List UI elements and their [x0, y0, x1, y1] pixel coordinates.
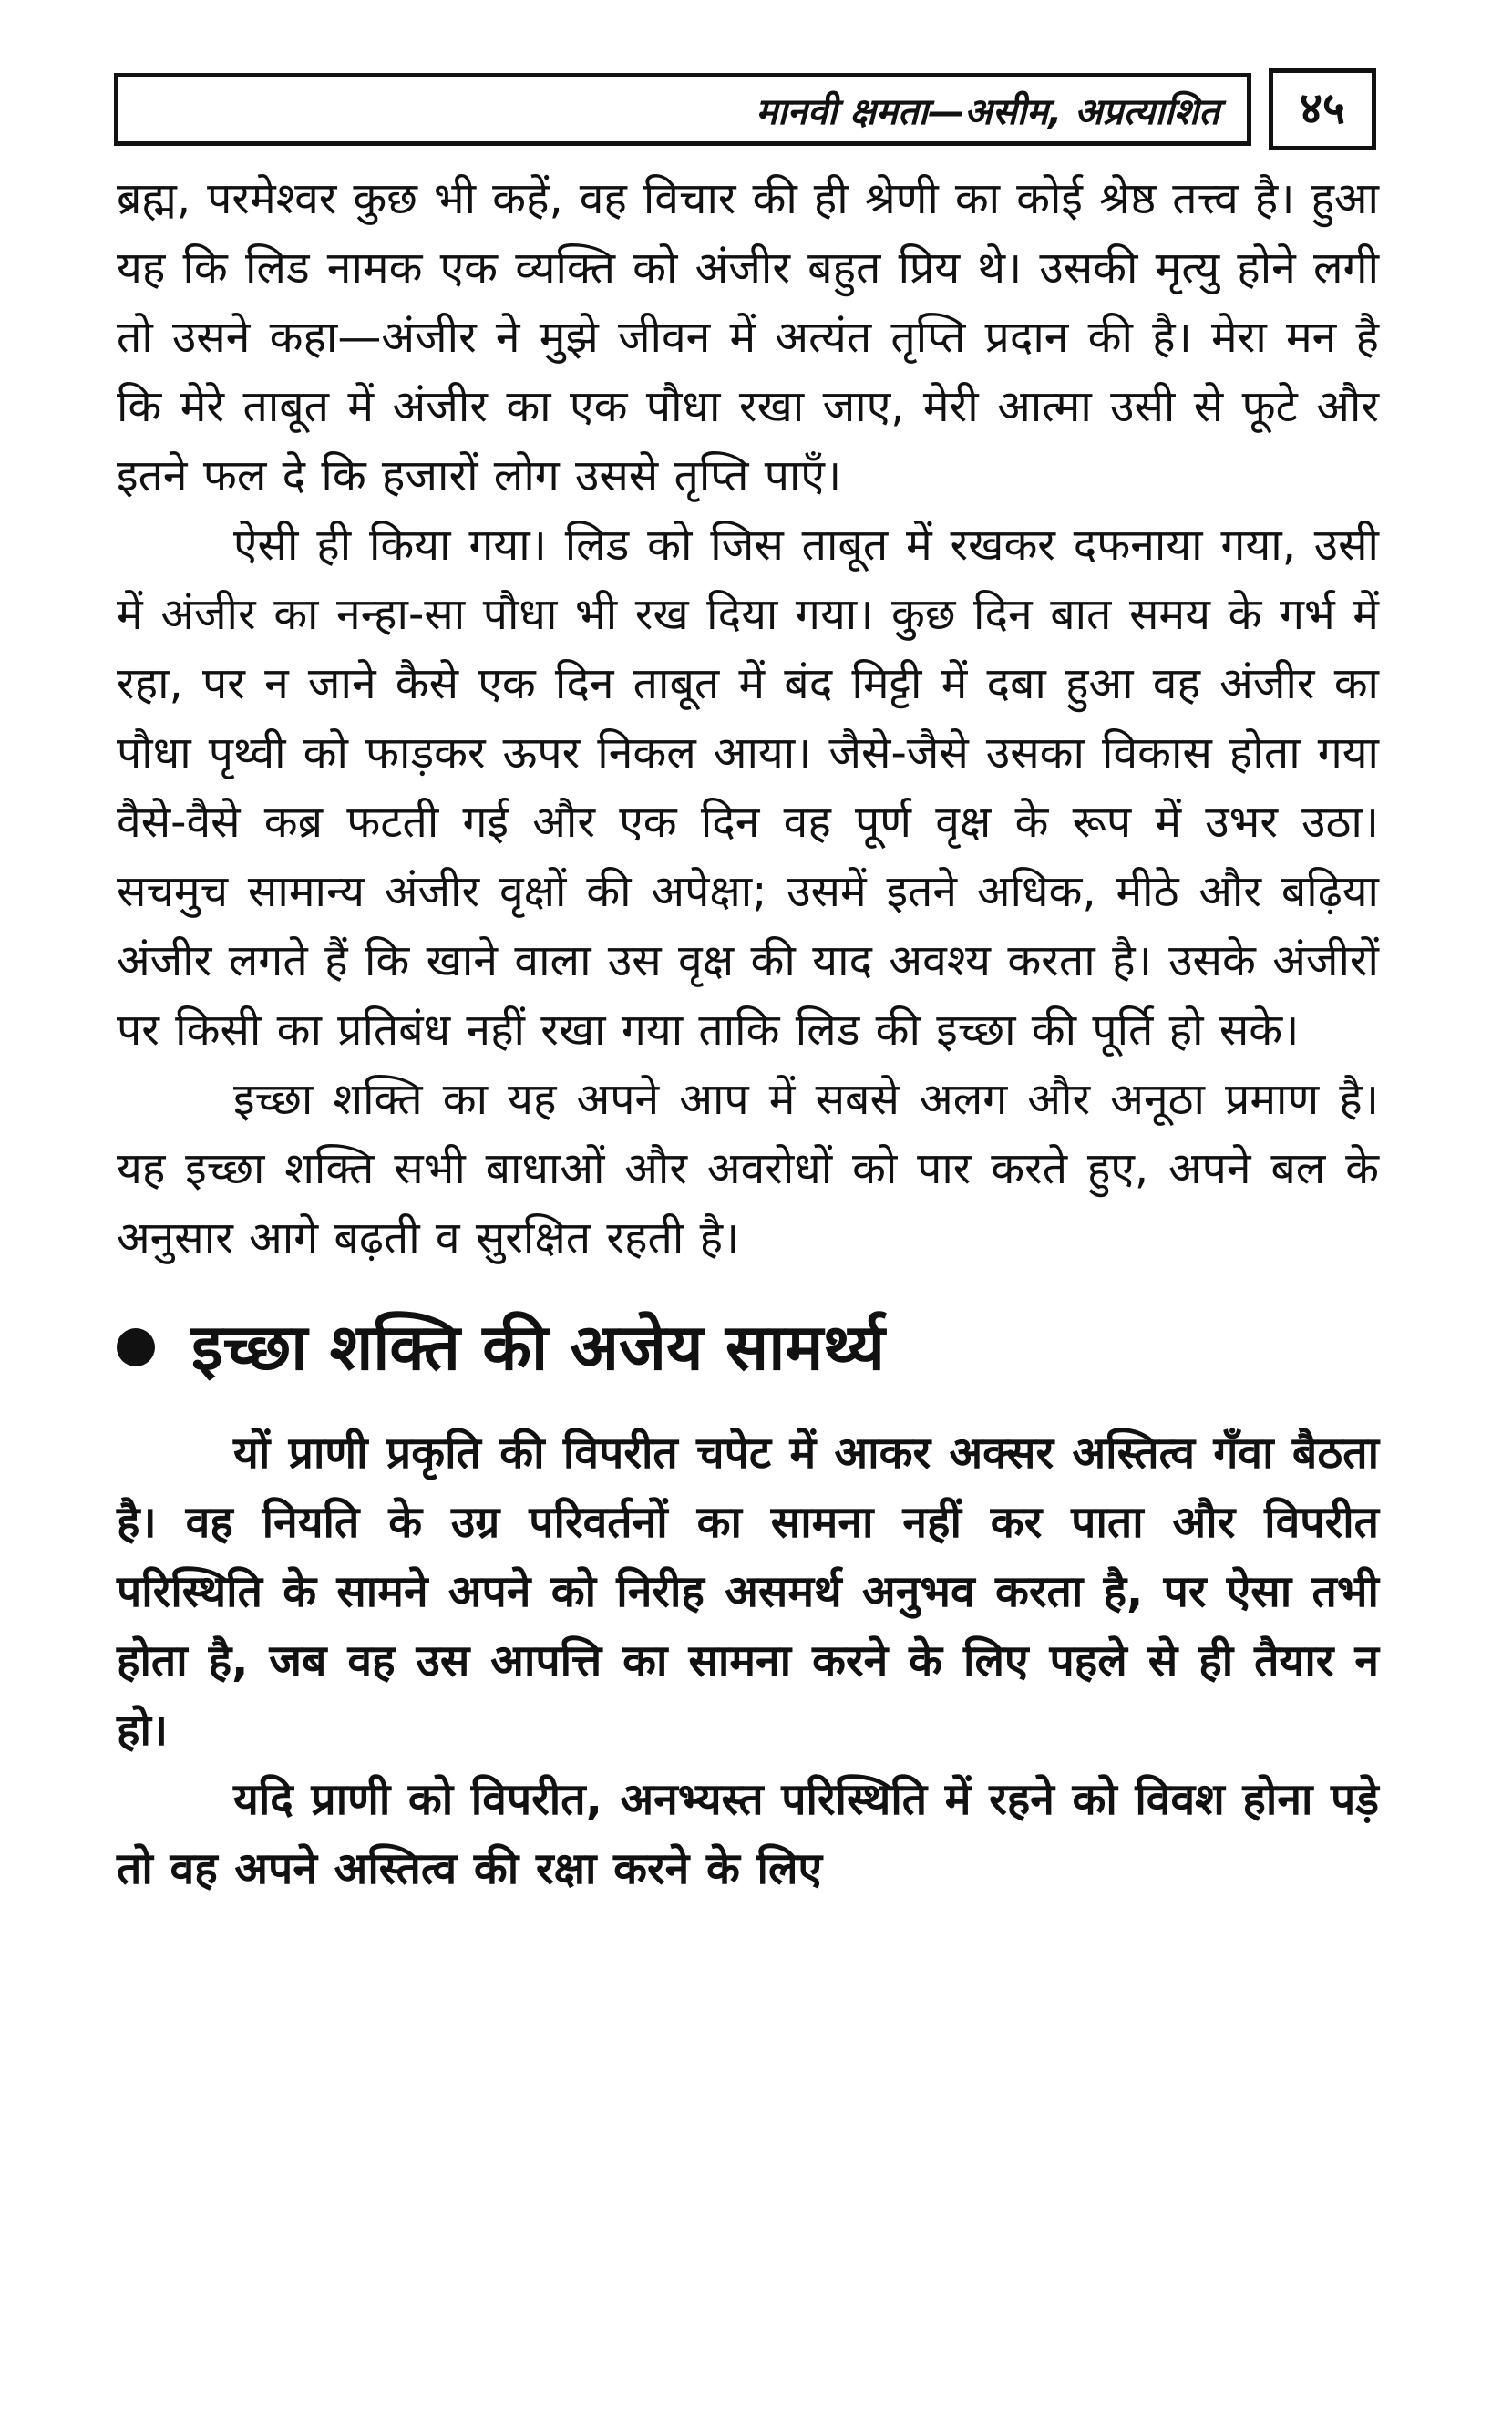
- paragraph: ब्रह्म, परमेश्वर कुछ भी कहें, वह विचार की ही श्रेणी का कोई श्रेष्ठ तत्त्व है। हुआ यह कि लिड नामक एक व्यक्ति को अंजीर बहुत प्रिय थे। उसकी मृत्यु होने लगी तो उसने कहा—अंजीर ने मुझे जीवन में अत्यंत तृप्ति प्रदान की है। मेरा मन है कि मेरे ताबूत में अंजीर का एक पौधा रखा जाए, मेरी आत्मा उसी से फूटे और इतने फल दे कि हजारों लोग उससे तृप्ति पाएँ।: [117, 173, 1379, 501]
- page-number: ४५: [1300, 83, 1345, 134]
- paragraph: यों प्राणी प्रकृति की विपरीत चपेट में आकर अक्सर अस्तित्व गँवा बैठता है। वह नियति के उग्र परिवर्तनों का सामना नहीं कर पाता और विपरीत परिस्थिति के सामने अपने को निरीह असमर्थ अनुभव करता है, पर ऐसा तभी होता है, जब वह उस आपत्ति का सामना करने के लिए पहले से ही तैयार न हो।: [117, 1428, 1379, 1756]
- section-heading-text: इच्छा शक्ति की अजेय सामर्थ्य: [191, 1310, 885, 1385]
- page-number-box: [1269, 68, 1376, 150]
- running-header-title: मानवी क्षमता—असीम, अप्रत्याशित: [756, 91, 1219, 133]
- paragraph: यदि प्राणी को विपरीत, अनभ्यस्त परिस्थिति में रहने को विवश होना पड़े तो वह अपने अस्तित्व की रक्षा करने के लिए: [117, 1774, 1379, 1894]
- section-heading: [117, 1302, 1379, 1393]
- bullet-icon: [117, 1328, 155, 1366]
- running-header: [114, 73, 1251, 146]
- paragraph: इच्छा शक्ति का यह अपने आप में सबसे अलग और अनूठा प्रमाण है। यह इच्छा शक्ति सभी बाधाओं और अवरोधों को पार करते हुए, अपने बल के अनुसार आगे बढ़ती व सुरक्षित रहती है।: [117, 1074, 1379, 1263]
- paragraph: ऐसी ही किया गया। लिड को जिस ताबूत में रखकर दफनाया गया, उसी में अंजीर का नन्हा-सा पौधा भी रख दिया गया। कुछ दिन बात समय के गर्भ में रहा, पर न जाने कैसे एक दिन ताबूत में बंद मिट्टी में दबा हुआ वह अंजीर का पौधा पृथ्वी को फाड़कर ऊपर निकल आया। जैसे-जैसे उसका विकास होता गया वैसे-वैसे कब्र फटती गई और एक दिन वह पूर्ण वृक्ष के रूप में उभर उठा। सचमुच सामान्य अंजीर वृक्षों की अपेक्षा; उसमें इतने अधिक, मीठे और बढ़िया अंजीर लगते हैं कि खाने वाला उस वृक्ष की याद अवश्य करता है। उसके अंजीरों पर किसी का प्रतिबंध नहीं रखा गया ताकि लिड की इच्छा की पूर्ति हो सके।: [117, 520, 1379, 1056]
- body-text: [117, 164, 1379, 1903]
